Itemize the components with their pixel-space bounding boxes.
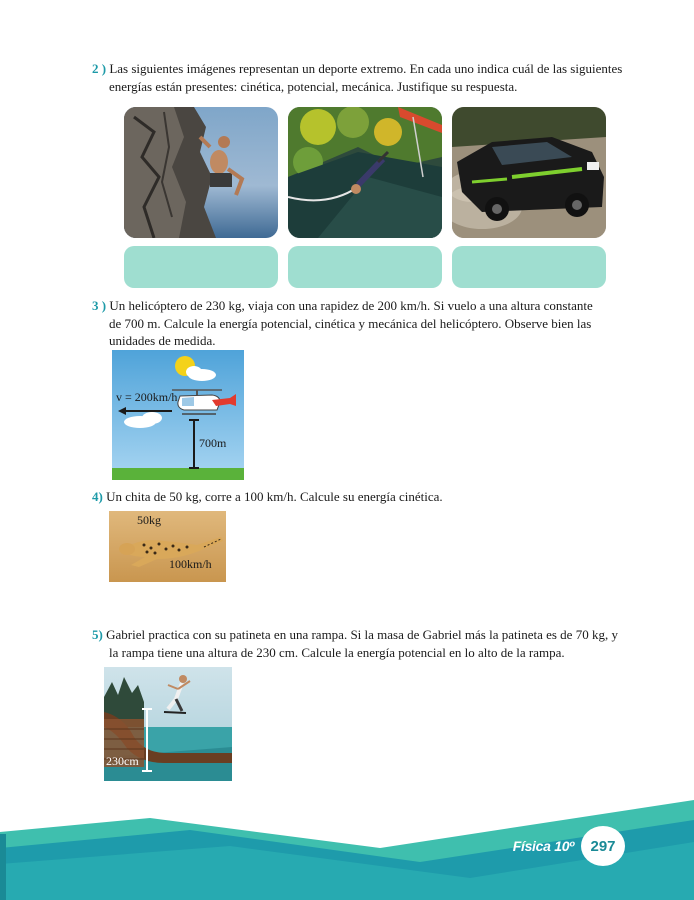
helicopter-figure <box>112 350 244 480</box>
question-3 <box>92 297 638 350</box>
rally-car-photo <box>452 107 606 238</box>
question-number: 5) <box>92 627 103 642</box>
book-title: Física 10º <box>512 838 574 854</box>
answer-box-climber[interactable] <box>124 246 278 288</box>
question-text-line3: unidades de medida. <box>109 333 216 348</box>
question-text-line2: energías están presentes: cinética, potencial, mecánica. Justifique su respuesta. <box>109 78 518 94</box>
climber-photo <box>124 107 278 238</box>
skateboard-ramp-figure <box>104 667 232 781</box>
question-text: Un chita de 50 kg, corre a 100 km/h. Calcule su energía cinética. <box>106 489 443 504</box>
question-number: 4) <box>92 489 103 504</box>
height-label: 230cm <box>106 754 139 768</box>
question-4 <box>92 488 638 506</box>
question-5 <box>92 626 638 661</box>
question-text-line1: Gabriel practica con su patineta en una rampa. Si la masa de Gabriel más la patineta es de 70 kg, y <box>106 627 618 642</box>
question-text-line2: la rampa tiene una altura de 230 cm. Calcule la energía potencial en lo alto de la rampa. <box>109 644 565 660</box>
question-number: 2 ) <box>92 61 107 76</box>
cheetah-figure <box>109 511 226 582</box>
question-2 <box>92 60 638 95</box>
speed-label: v = 200km/h <box>116 390 178 404</box>
mass-label: 50kg <box>137 513 161 527</box>
answer-box-bungee[interactable] <box>288 246 442 288</box>
question-text-line1: Las siguientes imágenes representan un deporte extremo. En cada uno indica cuál de las siguientes <box>109 61 623 76</box>
question-text-line2: de 700 m. Calcule la energía potencial, cinética y mecánica del helicóptero. Observe bien las <box>109 315 592 331</box>
answer-box-rally[interactable] <box>452 246 606 288</box>
bungee-photo <box>288 107 442 238</box>
page-number: 297 <box>581 826 625 866</box>
question-text-line1: Un helicóptero de 230 kg, viaja con una rapidez de 200 km/h. Si vuelo a una altura constante <box>109 298 593 313</box>
height-label: 700m <box>199 436 227 450</box>
question-number: 3 ) <box>92 298 107 313</box>
speed-label: 100km/h <box>169 557 212 571</box>
